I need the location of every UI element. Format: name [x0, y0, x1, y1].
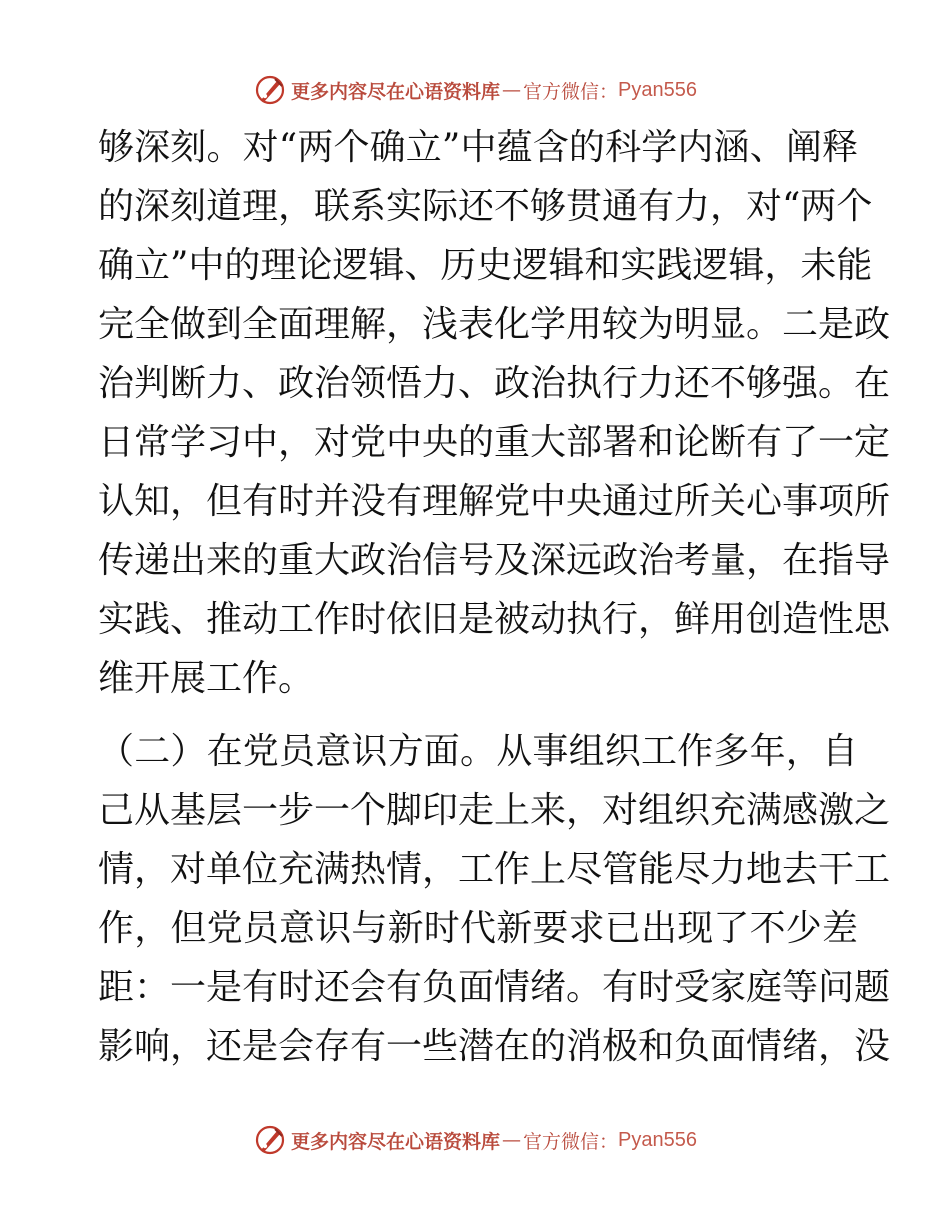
text-line: 己从基层一步一个脚印走上来，对组织充满感激之	[98, 790, 891, 831]
header-wechat-label: 官方微信：	[523, 80, 619, 103]
quill-logo-icon	[253, 1123, 287, 1157]
text-line: （二）在党员意识方面。从事组织工作多年，自	[98, 731, 858, 772]
header-wechat-id: Pyan556	[618, 78, 697, 101]
document-body	[98, 118, 891, 1076]
footer-wechat-id: Pyan556	[618, 1128, 697, 1151]
text-line: 认知，但有时并没有理解党中央通过所关心事项所	[98, 481, 891, 522]
header-separator: —	[502, 79, 522, 101]
paragraph-gap	[98, 708, 858, 722]
paragraph-2	[98, 722, 891, 1076]
footer-brand-text: 更多内容尽在心语资料库	[291, 1130, 501, 1153]
text-line: 传递出来的重大政治信号及深远政治考量，在指导	[98, 540, 891, 581]
footer-wechat-label: 官方微信：	[523, 1130, 619, 1153]
text-line: 作，但党员意识与新时代新要求已出现了不少差	[98, 908, 858, 949]
footer-watermark	[0, 1120, 950, 1160]
paragraph-1	[98, 118, 891, 708]
header-brand-text: 更多内容尽在心语资料库	[291, 80, 501, 103]
text-line: 的深刻道理，联系实际还不够贯通有力，对“两个	[98, 186, 873, 227]
text-line: 治判断力、政治领悟力、政治执行力还不够强。在	[98, 363, 891, 404]
header-watermark	[0, 70, 950, 110]
text-line: 确立”中的理论逻辑、历史逻辑和实践逻辑，未能	[98, 245, 873, 286]
text-line: 影响，还是会存有一些潜在的消极和负面情绪，没	[98, 1026, 891, 1067]
text-line: 够深刻。对“两个确立”中蕴含的科学内涵、阐释	[98, 127, 858, 168]
text-line: 情，对单位充满热情，工作上尽管能尽力地去干工	[98, 849, 891, 890]
text-line: 完全做到全面理解，浅表化学用较为明显。二是政	[98, 304, 891, 345]
text-line: 实践、推动工作时依旧是被动执行，鲜用创造性思	[98, 599, 891, 640]
text-line: 维开展工作。	[98, 658, 315, 699]
text-line: 日常学习中，对党中央的重大部署和论断有了一定	[98, 422, 891, 463]
quill-logo-icon	[253, 73, 287, 107]
text-line: 距：一是有时还会有负面情绪。有时受家庭等问题	[98, 967, 891, 1008]
footer-separator: —	[502, 1129, 522, 1151]
